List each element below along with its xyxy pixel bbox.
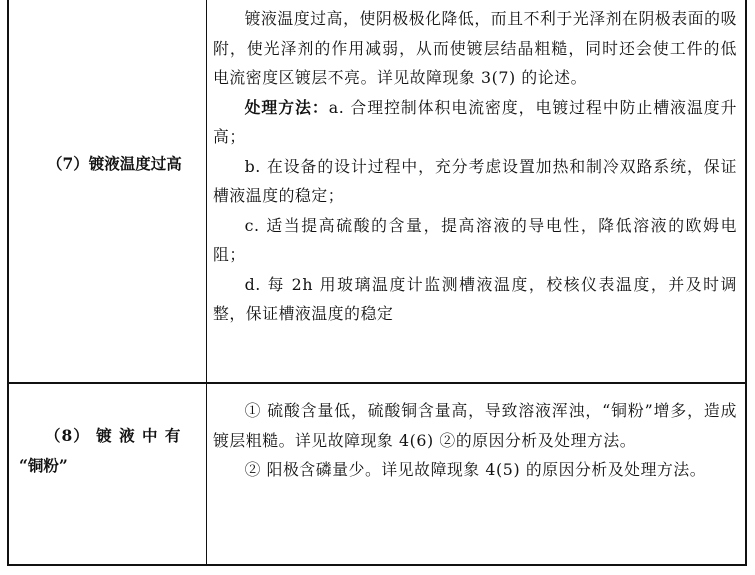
cause-cell: [9, 382, 207, 564]
cause-description: 镀液温度过高，使阴极极化降低，而且不利于光泽剂在阴极表面的吸附，使光泽剂的作用减弱，从而使镀层结晶粗糙，同时还会使工件的低电流密度区镀层不亮。详见故障现象 3(7) 的论述。: [213, 9, 737, 87]
method-label: 处理方法：: [244, 97, 329, 117]
cause-label-line2: “铜粉”: [19, 456, 68, 475]
method-c: c. 适当提高硫酸的含量，提高溶液的导电性，降低溶液的欧姆电阻；: [213, 215, 737, 264]
detail-cell: [207, 0, 745, 382]
detail-cell: [207, 382, 745, 564]
cause-label-line1: （8） 镀 液 中 有: [45, 426, 182, 445]
method-d: d. 每 2h 用玻璃温度计监测槽液温度，校核仪表温度，并及时调整，保证槽液温度的稳定: [213, 274, 737, 323]
reason-2: ② 阳极含磷量少。详见故障现象 4(5) 的原因分析及处理方法。: [244, 460, 707, 479]
reason-1: ① 硫酸含量低，硫酸铜含量高，导致溶液浑浊，“铜粉”增多，造成镀层粗糙。详见故障现象 4(6) ②的原因分析及处理方法。: [213, 401, 737, 450]
cause-label: （7）镀液温度过高: [47, 154, 182, 173]
table-row: [9, 0, 745, 384]
troubleshooting-table: [7, 0, 747, 566]
method-a-text: a. 合理控制体积电流密度，电镀过程中防止槽液温度升高；: [213, 97, 737, 146]
cause-cell: [9, 0, 207, 382]
method-b: b. 在设备的设计过程中，充分考虑设置加热和制冷双路系统，保证槽液温度的稳定；: [213, 156, 737, 205]
table-row: [9, 382, 745, 564]
method-a: [213, 93, 737, 152]
